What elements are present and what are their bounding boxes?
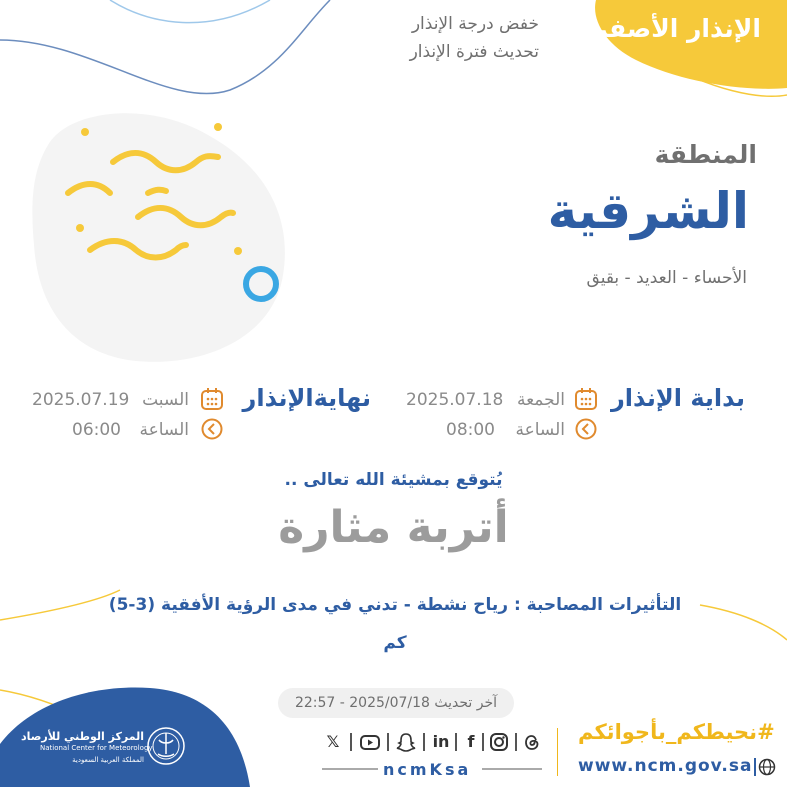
clock-chevron-icon: [575, 418, 597, 444]
region-name: الشرقية: [547, 182, 749, 240]
end-title: نهايةالإنذار: [242, 384, 371, 412]
calendar-icon: [200, 387, 224, 415]
youtube-icon[interactable]: [359, 731, 381, 753]
start-title: بداية الإنذار: [610, 384, 745, 412]
event-name: أتربة مثارة: [278, 502, 509, 553]
separator: [350, 733, 352, 751]
globe-icon: [758, 758, 776, 780]
note-downgrade: خفض درجة الإنذار: [411, 14, 539, 34]
start-date: 2025.07.18: [406, 390, 504, 410]
org-name-en: National Center for Meteorology: [40, 744, 153, 752]
website-link[interactable]: www.ncm.gov.sa: [578, 756, 753, 776]
end-date: 2025.07.19: [32, 390, 130, 410]
instagram-icon[interactable]: [488, 731, 510, 753]
x-icon[interactable]: 𝕏: [326, 732, 340, 751]
start-time: 08:00: [446, 420, 495, 440]
hashtag: #نحيطكم_بأجوائكم: [578, 720, 775, 744]
dust-illustration: [28, 105, 293, 367]
region-label: المنطقة: [654, 140, 757, 169]
separator: [515, 733, 517, 751]
separator: [423, 733, 425, 751]
separator: [754, 758, 756, 776]
org-country: المملكة العربية السعودية: [72, 756, 144, 764]
end-time-label: الساعة: [139, 420, 189, 440]
end-time: 06:00: [72, 420, 121, 440]
clock-chevron-icon: [201, 418, 223, 444]
last-update: آخر تحديث 2025/07/18 - 22:57: [278, 688, 514, 718]
affected-areas: الأحساء - العديد - بقيق: [586, 268, 747, 288]
calendar-icon: [574, 387, 598, 415]
warning-level-badge: الإنذار الأصفر: [593, 14, 761, 43]
linkedin-icon[interactable]: in: [432, 732, 450, 751]
org-name-ar: المركز الوطني للأرصاد: [20, 730, 144, 743]
start-time-label: الساعة: [515, 420, 565, 440]
facebook-icon[interactable]: f: [467, 732, 475, 751]
forecast-intro: يُتوقع بمشيئة الله تعالى ..: [284, 470, 503, 490]
snapchat-icon[interactable]: [395, 731, 417, 753]
impacts-text: التأثيرات المصاحبة : رياح نشطة - تدني في مدى الرؤية الأفقية (3-5) كم: [108, 595, 682, 653]
separator: [455, 733, 457, 751]
threads-icon[interactable]: [521, 731, 543, 753]
separator: [482, 733, 484, 751]
social-handle[interactable]: ncmKsa: [383, 760, 472, 779]
start-day: الجمعة: [516, 390, 565, 410]
separator: [387, 733, 389, 751]
note-period-update: تحديث فترة الإنذار: [409, 42, 539, 62]
end-day: السبت: [142, 390, 189, 410]
footer-divider: [557, 728, 558, 776]
